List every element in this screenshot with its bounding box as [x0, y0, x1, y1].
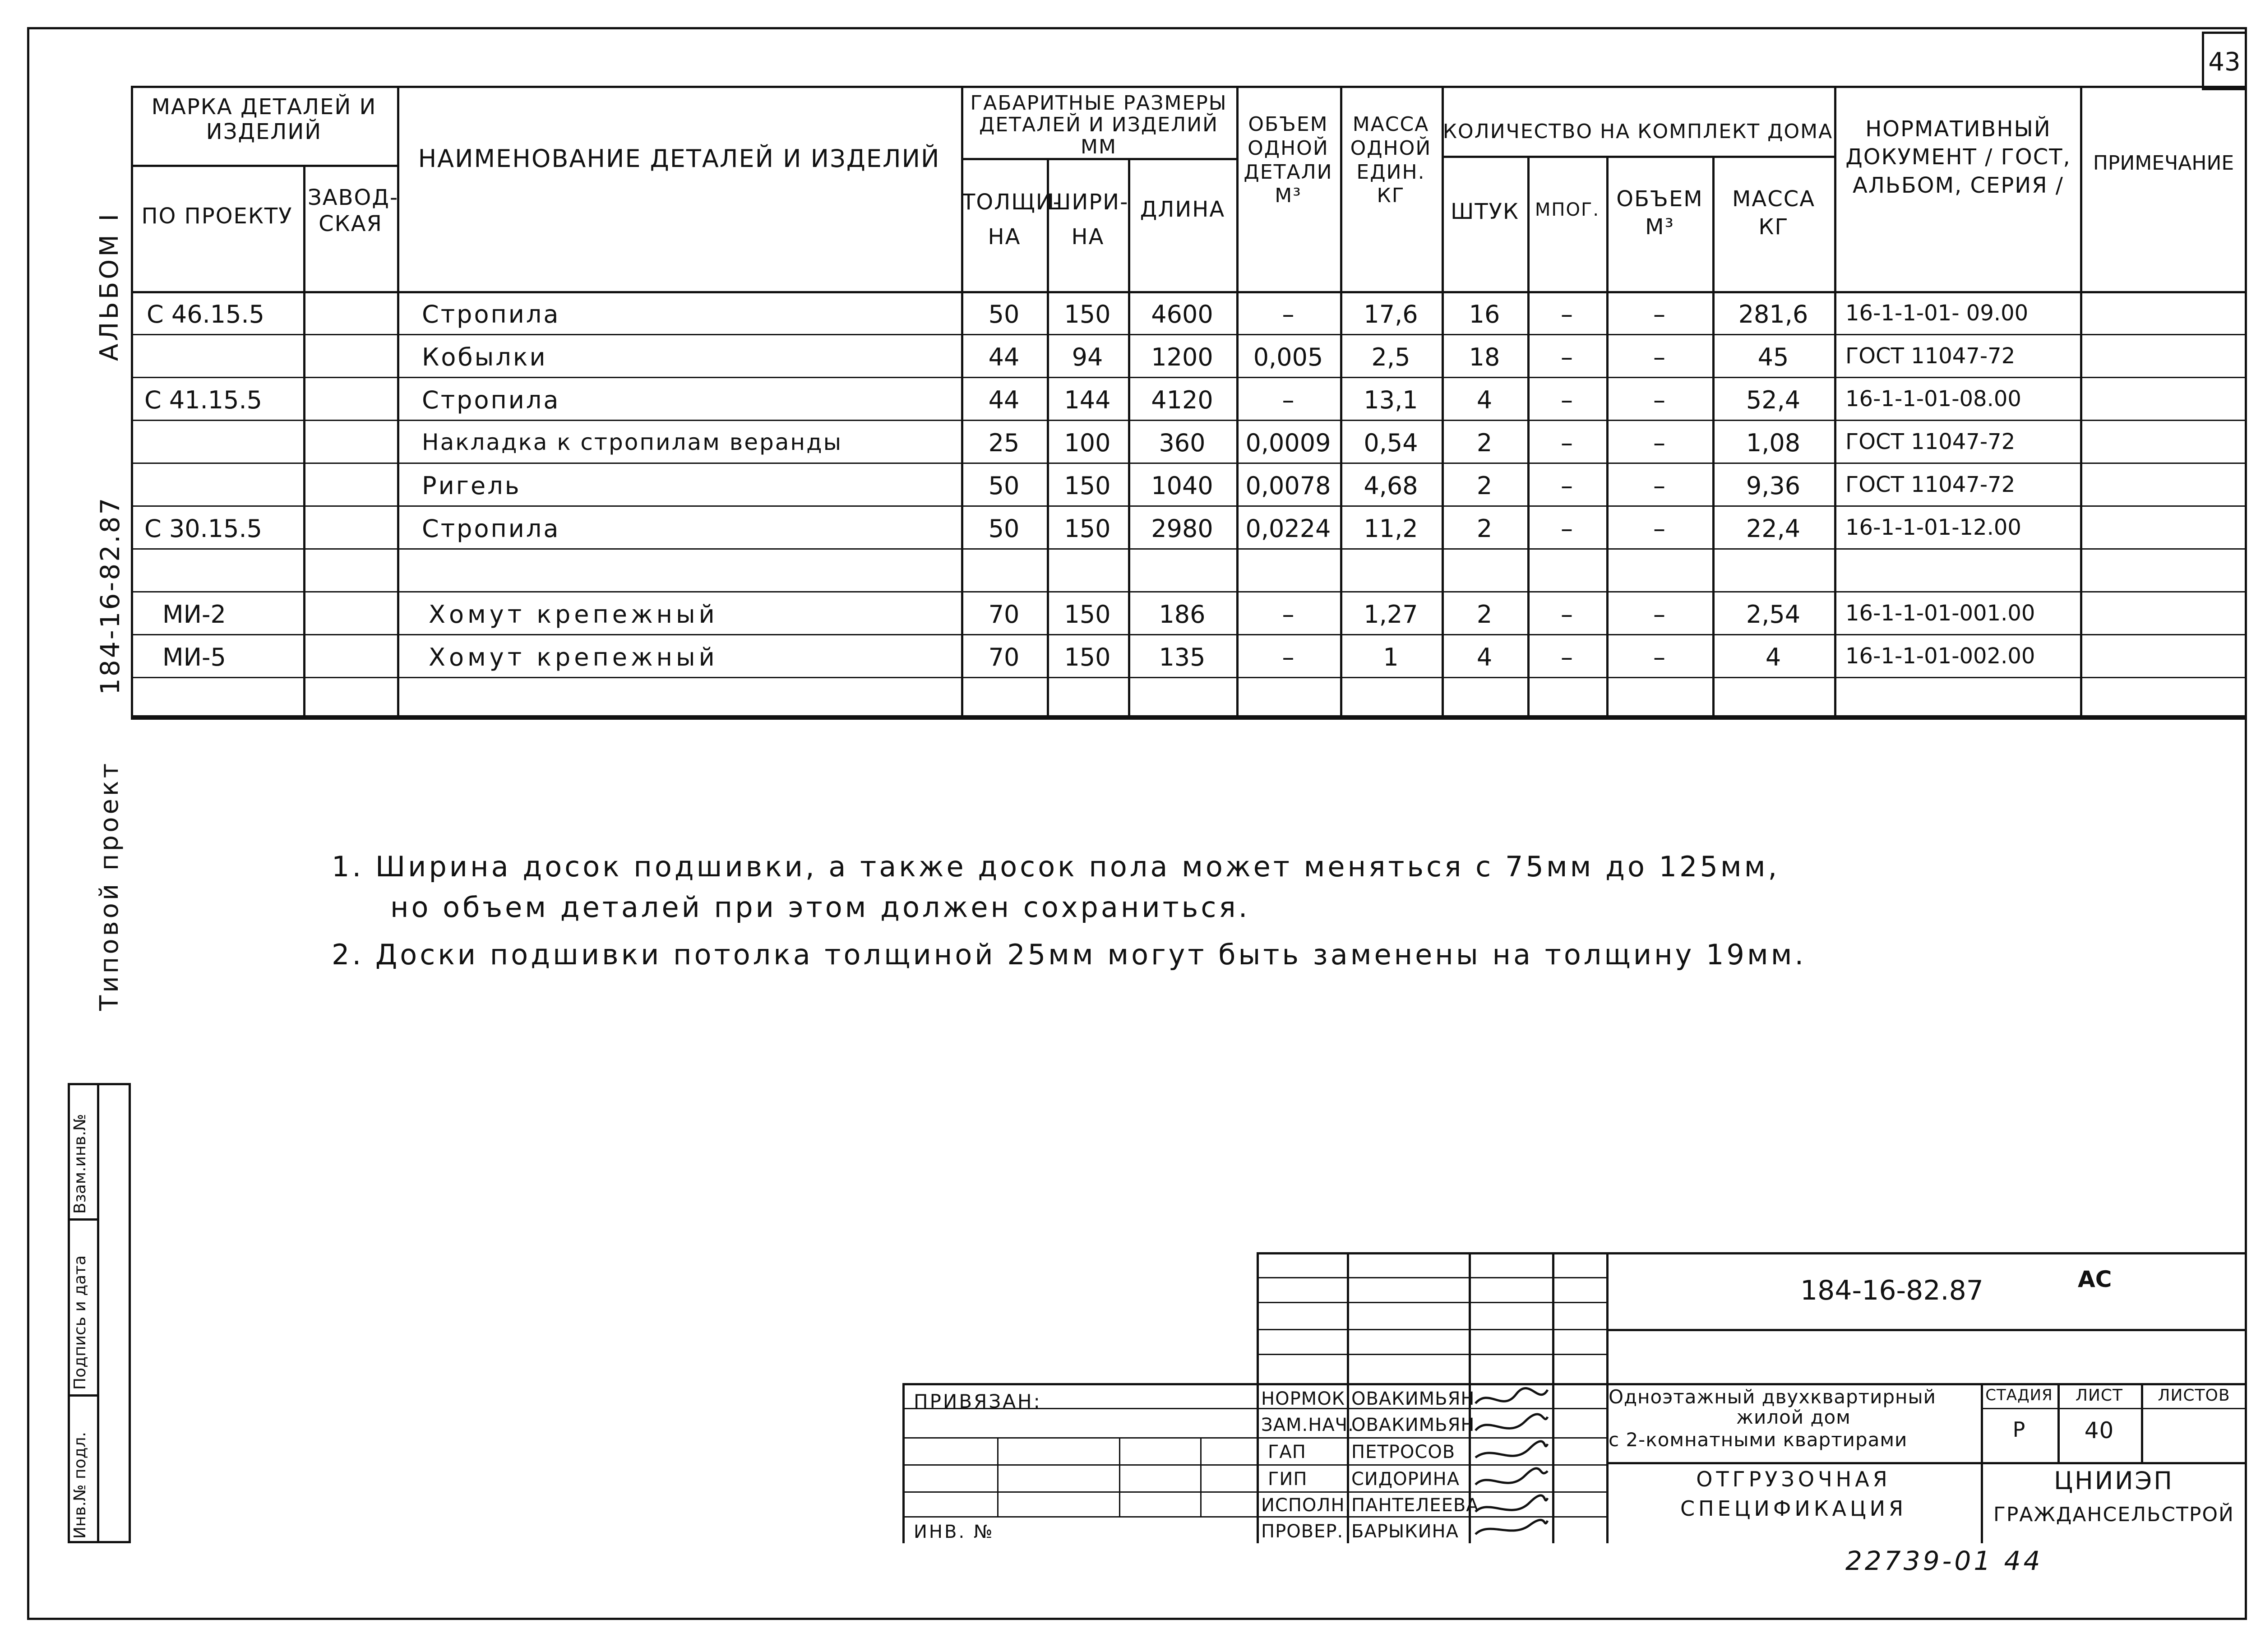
doc-code-suffix: АС	[2078, 1266, 2112, 1292]
stamp-replace-label: Взам.инв.№	[71, 1114, 89, 1214]
cell-pcs: 2	[1476, 472, 1493, 500]
cell-mpog: –	[1561, 343, 1573, 371]
cell-name: Хомут крепежный	[429, 643, 718, 671]
cell-width: 150	[1064, 600, 1111, 629]
cell-mpog: –	[1561, 514, 1573, 543]
sheet-value: 40	[2084, 1417, 2114, 1444]
cell-length: 135	[1159, 643, 1206, 671]
cell-volume: 0,0224	[1245, 514, 1331, 543]
role-label: ЗАМ.НАЧ.	[1261, 1415, 1354, 1435]
doc-title-1: ОТГРУЗОЧНАЯ	[1696, 1467, 1891, 1491]
role-label: ИСПОЛН.	[1261, 1495, 1351, 1516]
cell-thickness: 70	[988, 643, 1020, 671]
tb-line	[1606, 1462, 2247, 1464]
building-title-3: с 2-комнатными квартирами	[1609, 1429, 1908, 1451]
row-line	[131, 591, 2247, 592]
cell-mass-total: 22,4	[1746, 514, 1801, 543]
cell-vol-total: –	[1653, 643, 1665, 671]
row-line	[131, 420, 2247, 421]
cell-mpog: –	[1561, 472, 1573, 500]
cell-doc: 16-1-1-01-12.00	[1845, 515, 2021, 540]
cell-thickness: 50	[988, 514, 1020, 543]
tb-line	[1606, 1329, 2247, 1331]
cell-volume: –	[1282, 643, 1294, 671]
cell-doc: ГОСТ 11047-72	[1845, 343, 2016, 369]
cell-length: 1040	[1151, 472, 1213, 500]
role-name: ОВАКИМЬЯН	[1351, 1388, 1475, 1409]
cell-volume: 0,0009	[1245, 429, 1331, 457]
cell-width: 150	[1064, 514, 1111, 543]
cell-mass-total: 1,08	[1746, 429, 1801, 457]
row-line	[131, 548, 2247, 550]
cell-volume: –	[1282, 300, 1294, 329]
cell-volume: 0,0078	[1245, 472, 1331, 500]
role-name: ПАНТЕЛЕЕВА	[1351, 1495, 1479, 1516]
hdr-name: НАИМЕНОВАНИЕ ДЕТАЛЕЙ И ИЗДЕЛИЙ	[418, 144, 940, 173]
tb-line	[1552, 1252, 1554, 1543]
project-code-side: 184-16-82.87	[95, 496, 125, 695]
cell-width: 150	[1064, 643, 1111, 671]
hdr-length: ДЛИНА	[1140, 197, 1225, 222]
row-line	[131, 463, 2247, 464]
hdr-volume: ОБЪЕМ ОДНОЙ ДЕТАЛИ М³	[1244, 113, 1333, 208]
role-name: БАРЫКИНА	[1351, 1521, 1459, 1542]
row-line	[131, 377, 2247, 378]
cell-name: Стропила	[422, 300, 560, 329]
tb-line	[1257, 1329, 1606, 1330]
tb-line	[902, 1383, 905, 1543]
note-1-cont: но объем деталей при этом должен сохраниться.	[390, 891, 1250, 924]
cell-mass: 1,27	[1364, 600, 1418, 629]
footer-stamp: 22739-01 44	[1845, 1546, 2043, 1576]
hdr-note: ПРИМЕЧАНИЕ	[2093, 152, 2234, 175]
tb-line	[1257, 1252, 2247, 1254]
cell-length: 2980	[1151, 514, 1213, 543]
cell-name: Хомут крепежный	[429, 600, 718, 629]
tb-line	[1200, 1437, 1202, 1516]
cell-vol-total: –	[1653, 472, 1665, 500]
cell-pcs: 2	[1476, 514, 1493, 543]
building-title-2: жилой дом	[1736, 1406, 1851, 1428]
bound-label: ПРИВЯЗАН:	[914, 1390, 1042, 1412]
cell-mass: 2,5	[1371, 343, 1410, 371]
cell-pcs: 18	[1469, 343, 1500, 371]
cell-doc: 16-1-1-01- 09.00	[1845, 301, 2029, 326]
cell-mpog: –	[1561, 643, 1573, 671]
cell-vol-total: –	[1653, 300, 1665, 329]
stamp-inv-label: Инв.№ подл.	[71, 1432, 89, 1539]
signature-marks	[1471, 1385, 1552, 1539]
cell-vol-total: –	[1653, 600, 1665, 629]
cell-thickness: 50	[988, 472, 1020, 500]
hdr-mass-kg: МАССА КГ	[1732, 186, 1816, 240]
header-subline	[131, 165, 397, 167]
row-line	[131, 677, 2247, 678]
cell-mark: С 30.15.5	[144, 514, 262, 543]
cell-pcs: 4	[1476, 386, 1493, 414]
tb-line	[1981, 1408, 2247, 1409]
table-bottom	[131, 717, 2247, 720]
col-line	[397, 86, 399, 717]
cell-pcs: 2	[1476, 600, 1493, 629]
doc-code: 184-16-82.87	[1800, 1275, 1983, 1306]
stage-label: СТАДИЯ	[1985, 1386, 2053, 1404]
col-line	[1834, 86, 1836, 717]
cell-vol-total: –	[1653, 514, 1665, 543]
cell-pcs: 2	[1476, 429, 1493, 457]
doc-title-2: СПЕЦИФИКАЦИЯ	[1680, 1496, 1907, 1521]
tb-line	[1257, 1277, 1606, 1278]
cell-mass: 1	[1383, 643, 1399, 671]
cell-thickness: 70	[988, 600, 1020, 629]
cell-mass: 13,1	[1364, 386, 1418, 414]
cell-length: 4600	[1151, 300, 1213, 329]
sheet-number: 43	[2208, 47, 2241, 77]
role-name: ПЕТРОСОВ	[1351, 1442, 1456, 1462]
header-bottom	[131, 291, 2247, 293]
cell-length: 360	[1159, 429, 1206, 457]
hdr-by-project: ПО ПРОЕКТУ	[141, 204, 293, 229]
cell-name: Ригель	[422, 472, 521, 500]
cell-mark: МИ-2	[162, 600, 226, 629]
hdr-mark-group: МАРКА ДЕТАЛЕЙ И ИЗДЕЛИЙ	[151, 94, 377, 145]
cell-width: 150	[1064, 300, 1111, 329]
cell-width: 144	[1064, 386, 1111, 414]
hdr-dims-group: ГАБАРИТНЫЕ РАЗМЕРЫ ДЕТАЛЕЙ И ИЗДЕЛИЙ ММ	[970, 92, 1227, 158]
hdr-thickness: ТОЛЩИ-НА	[962, 190, 1062, 250]
cell-length: 1200	[1151, 343, 1213, 371]
cell-length: 186	[1159, 600, 1206, 629]
row-line	[131, 334, 2247, 335]
inv-no-label: ИНВ. №	[914, 1522, 994, 1542]
tb-line	[1119, 1437, 1120, 1516]
cell-mpog: –	[1561, 386, 1573, 414]
tb-line	[1257, 1252, 1259, 1543]
hdr-norm-doc: НОРМАТИВНЫЙ ДОКУМЕНТ / ГОСТ, АЛЬБОМ, СЕРИЯ /	[1845, 116, 2071, 198]
role-label: ПРОВЕР.	[1261, 1521, 1344, 1542]
role-name: ОВАКИМЬЯН	[1351, 1415, 1475, 1435]
cell-mass: 17,6	[1364, 300, 1418, 329]
hdr-qty-group: КОЛИЧЕСТВО НА КОМПЛЕКТ ДОМА	[1442, 120, 1833, 143]
cell-pcs: 16	[1469, 300, 1500, 329]
tb-line	[997, 1437, 999, 1516]
cell-mass-total: 281,6	[1738, 300, 1808, 329]
cell-doc: ГОСТ 11047-72	[1845, 472, 2016, 497]
cell-pcs: 4	[1476, 643, 1493, 671]
cell-doc: 16-1-1-01-001.00	[1845, 601, 2035, 626]
cell-doc: 16-1-1-01-002.00	[1845, 643, 2035, 669]
hdr-factory: ЗАВОД-СКАЯ	[308, 185, 399, 236]
hdr-pcs: ШТУК	[1451, 199, 1519, 224]
album-label: АЛЬБОМ I	[95, 211, 124, 361]
row-line	[131, 505, 2247, 507]
sheet-label: ЛИСТ	[2075, 1386, 2123, 1405]
cell-mass-total: 45	[1757, 343, 1789, 371]
cell-mpog: –	[1561, 600, 1573, 629]
stamp-sign-label: Подпись и дата	[71, 1255, 89, 1390]
building-title-1: Одноэтажный двухквартирный	[1609, 1386, 1936, 1408]
cell-mpog: –	[1561, 429, 1573, 457]
stamp-divider	[68, 1218, 99, 1221]
cell-mass-total: 9,36	[1746, 472, 1801, 500]
sheets-label: ЛИСТОВ	[2158, 1386, 2230, 1405]
org-name-1: ЦНИИЭП	[2054, 1467, 2174, 1495]
cell-width: 100	[1064, 429, 1111, 457]
cell-mass: 0,54	[1364, 429, 1418, 457]
cell-mark: МИ-5	[162, 643, 226, 671]
stamp-divider	[68, 1394, 99, 1397]
cell-vol-total: –	[1653, 343, 1665, 371]
cell-mass-total: 52,4	[1746, 386, 1801, 414]
cell-name: Накладка к стропилам веранды	[422, 429, 843, 455]
hdr-width: ШИРИ-НА	[1048, 190, 1129, 250]
cell-length: 4120	[1151, 386, 1213, 414]
typical-project-label: Типовой проект	[95, 760, 124, 1011]
cell-volume: –	[1282, 600, 1294, 629]
cell-mass-total: 2,54	[1746, 600, 1801, 629]
col-line	[303, 165, 305, 717]
cell-vol-total: –	[1653, 386, 1665, 414]
cell-mpog: –	[1561, 300, 1573, 329]
cell-volume: –	[1282, 386, 1294, 414]
cell-thickness: 44	[988, 386, 1020, 414]
cell-name: Стропила	[422, 386, 560, 414]
cell-thickness: 44	[988, 343, 1020, 371]
cell-mass: 4,68	[1364, 472, 1418, 500]
cell-doc: ГОСТ 11047-72	[1845, 429, 2016, 454]
cell-name: Стропила	[422, 514, 560, 543]
cell-mass-total: 4	[1765, 643, 1781, 671]
hdr-mass: МАССА ОДНОЙ ЕДИН. КГ	[1350, 113, 1432, 208]
cell-thickness: 25	[988, 429, 1020, 457]
note-2: 2. Доски подшивки потолка толщиной 25мм могут быть заменены на толщину 19мм.	[332, 938, 1807, 971]
hdr-mpog: МПОГ.	[1535, 199, 1600, 220]
cell-volume: 0,005	[1253, 343, 1323, 371]
tb-line	[1257, 1302, 1606, 1303]
tb-line	[1257, 1354, 1606, 1355]
role-name: СИДОРИНА	[1351, 1469, 1460, 1490]
hdr-vol-m3: ОБЪЕМ М³	[1616, 186, 1703, 240]
header-subline	[1442, 156, 1834, 158]
cell-mass: 11,2	[1364, 514, 1418, 543]
tb-line	[1606, 1383, 2247, 1385]
cell-vol-total: –	[1653, 429, 1665, 457]
cell-mark: С 46.15.5	[147, 300, 264, 329]
col-line	[2080, 86, 2082, 717]
row-line	[131, 634, 2247, 635]
note-1: 1. Ширина досок подшивки, а также досок пола может меняться с 75мм до 125мм,	[332, 850, 1780, 883]
role-label: ГИП	[1268, 1469, 1308, 1490]
role-label: ГАП	[1268, 1442, 1306, 1462]
cell-thickness: 50	[988, 300, 1020, 329]
cell-name: Кобылки	[422, 343, 547, 371]
cell-width: 150	[1064, 472, 1111, 500]
org-name-2: ГРАЖДАНСЕЛЬСТРОЙ	[1993, 1503, 2234, 1526]
stage-value: Р	[2012, 1417, 2026, 1442]
cell-width: 94	[1072, 343, 1103, 371]
cell-doc: 16-1-1-01-08.00	[1845, 386, 2021, 412]
cell-mark: С 41.15.5	[144, 386, 262, 414]
stamp-divider	[97, 1083, 99, 1543]
role-label: НОРМОК.	[1261, 1388, 1351, 1409]
